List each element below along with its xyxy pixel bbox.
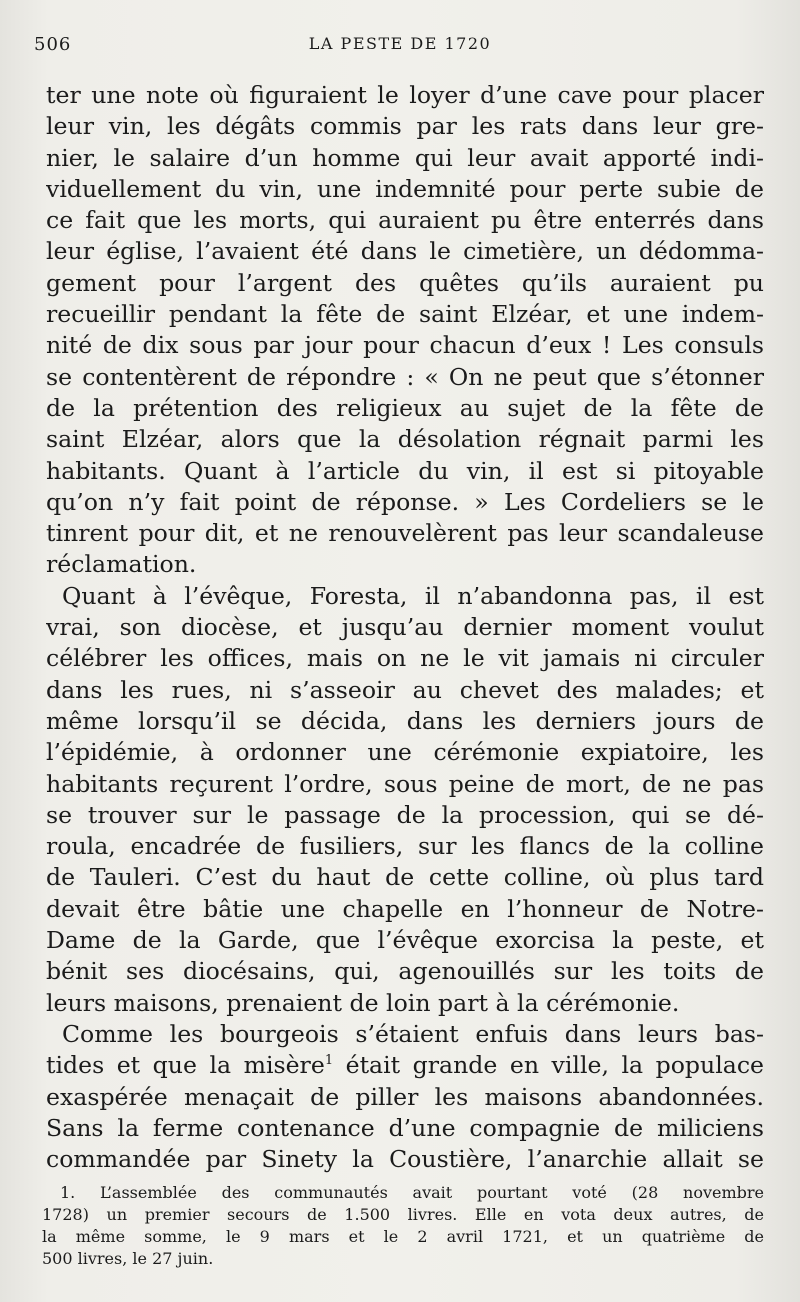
footnote-line: 1728) un premier secours de 1.500 livres. Elle en vota deux autres, de [42, 1205, 764, 1224]
text-line: commandée par Sinety la Coustière, l’anarchie allait se [46, 1145, 764, 1174]
text-line-with-footnote [46, 1050, 764, 1081]
text-line: Quant à l’évêque, Foresta, il n’abandonna pas, il est [62, 581, 764, 610]
body-text [46, 80, 764, 1175]
text-line: dans les rues, ni s’asseoir au chevet des malades; et [46, 675, 764, 704]
text-line: Comme les bourgeois s’étaient enfuis dans leurs bas- [62, 1019, 764, 1048]
text-line: se trouver sur le passage de la procession, qui se dé- [46, 800, 764, 829]
text-line: nité de dix sous par jour pour chacun d’eux ! Les consuls [46, 331, 764, 360]
text-line: recueillir pendant la fête de saint Elzéar, et une indem- [46, 300, 764, 329]
text-line: de la prétention des religieux au sujet de la fête de [46, 393, 764, 422]
text-line: ter une note où figuraient le loyer d’une cave pour placer [46, 81, 764, 109]
text-line: leur vin, les dégâts commis par les rats dans leur gre- [46, 112, 764, 141]
text-line: même lorsqu’il se décida, dans les derniers jours de [46, 706, 764, 735]
footnote-line: 1. L’assemblée des communautés avait pourtant voté (28 novembre [60, 1183, 764, 1202]
text-line: l’épidémie, à ordonner une cérémonie expiatoire, les [46, 738, 764, 767]
text-line: viduellement du vin, une indemnité pour perte subie de [46, 174, 764, 203]
text-line: leur église, l’avaient été dans le cimetière, un dédomma- [46, 237, 764, 266]
text-line: exaspérée menaçait de piller les maisons abandonnées. [46, 1082, 764, 1111]
text-line: gement pour l’argent des quêtes qu’ils auraient pu [46, 268, 764, 297]
text-line: de Tauleri. C’est du haut de cette colline, où plus tard [46, 863, 764, 892]
text-line: Dame de la Garde, que l’évêque exorcisa la peste, et [46, 926, 764, 955]
text-line: ce fait que les morts, qui auraient pu être enterrés dans [46, 206, 764, 235]
text-line: tinrent pour dit, et ne renouvelèrent pas leur scandaleuse [46, 519, 764, 548]
text-line: leurs maisons, prenaient de loin part à la cérémonie. [46, 988, 680, 1017]
running-head: LA PESTE DE 1720 [308, 34, 492, 53]
text-line: qu’on n’y fait point de réponse. » Les Cordeliers se le [46, 487, 764, 516]
text-line: bénit ses diocésains, qui, agenouillés sur les toits de [46, 957, 764, 986]
footnote-reference: 1 [324, 1053, 334, 1069]
text-line: habitants reçurent l’ordre, sous peine de mort, de ne pas [46, 769, 764, 798]
footnote-line: 500 livres, le 27 juin. [42, 1249, 214, 1268]
page-header [34, 34, 766, 62]
page-number: 506 [34, 34, 72, 55]
footnote-line: la même somme, le 9 mars et le 2 avril 1721, et un quatrième de [42, 1227, 764, 1246]
text-line: nier, le salaire d’un homme qui leur avait apporté indi- [46, 143, 764, 172]
text-line: Sans la ferme contenance d’une compagnie de miliciens [46, 1113, 764, 1142]
text-line: réclamation. [46, 550, 197, 579]
text-line: se contentèrent de répondre : « On ne peut que s’étonner [46, 362, 764, 391]
text-line: saint Elzéar, alors que la désolation régnait parmi les [46, 425, 764, 454]
footnotes [42, 1182, 764, 1270]
text-line: roula, encadrée de fusiliers, sur les flancs de la colline [46, 832, 764, 861]
text-line: vrai, son diocèse, et jusqu’au dernier moment voulut [46, 613, 764, 642]
text-fragment: était grande en ville, la populace [333, 1051, 764, 1080]
text-line: habitants. Quant à l’article du vin, il est si pitoyable [46, 456, 764, 485]
text-line: devait être bâtie une chapelle en l’honneur de Notre- [46, 894, 764, 923]
text-fragment: tides et que la misère [46, 1051, 325, 1080]
text-line: célébrer les offices, mais on ne le vit jamais ni circuler [46, 644, 764, 673]
